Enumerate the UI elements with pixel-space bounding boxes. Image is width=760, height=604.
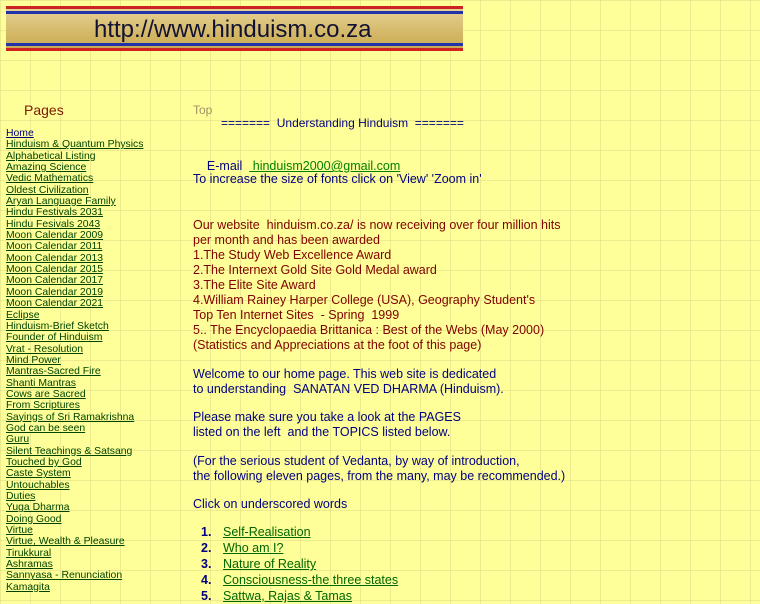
sidebar-link[interactable]: Mind Power — [6, 354, 61, 366]
sidebar-link[interactable]: Virtue — [6, 525, 33, 537]
sidebar-nav — [6, 128, 186, 593]
sidebar-link[interactable]: Oldest Civilization — [6, 184, 89, 196]
sidebar-link[interactable]: Amazing Science — [6, 162, 87, 174]
topic-number: 1. — [201, 525, 212, 539]
sidebar-link[interactable]: From Scriptures — [6, 400, 80, 412]
sidebar-link[interactable]: Touched by God — [6, 456, 82, 468]
sidebar-link[interactable]: Doing Good — [6, 513, 62, 525]
sidebar-link[interactable]: Hindu Festivals 2031 — [6, 207, 104, 219]
sidebar-link[interactable]: Moon Calendar 2013 — [6, 252, 104, 264]
email-link[interactable]: hinduism2000@gmail.com — [249, 159, 401, 173]
sidebar-link[interactable]: Virtue, Wealth & Pleasure — [6, 536, 125, 548]
topic-number: 2. — [201, 541, 212, 555]
topic-link[interactable]: Who am I? — [223, 541, 284, 555]
banner-stripe — [6, 6, 463, 9]
sidebar-link[interactable]: Silent Teachings & Satsang — [6, 445, 133, 457]
sidebar-link[interactable]: Home — [6, 128, 34, 139]
topic-item — [201, 572, 398, 588]
page-title: ======= Understanding Hinduism ======= — [221, 116, 464, 130]
sidebar-link[interactable]: Hinduism & Quantum Physics — [6, 139, 144, 151]
email-label: E-mail — [206, 159, 250, 173]
topic-item — [201, 524, 398, 540]
top-anchor-label: Top — [193, 103, 213, 117]
pages-heading: Pages — [24, 102, 64, 118]
topic-link[interactable]: Sattwa, Rajas & Tamas — [223, 589, 352, 603]
awards-text: Our website hinduism.co.za/ is now receiving over four million hits per month and has been awarded 1.The Study Web Excellence Award 2.The Internext Gold Site Gold Medal award 3.The Elite Site Award 4.William Rainey Harper College (USA), Geography Student's Top Ten Internet Sites - Spring 1999 5.. The Encyclopaedia Brittanica : Best of the Webs (May 2000) (Statistics and Appreciations at the foot of this page) — [193, 218, 561, 352]
topic-item — [201, 540, 398, 556]
topics-list — [201, 524, 398, 604]
sidebar-link[interactable]: Aryan Language Family — [6, 196, 116, 208]
click-instruction: Click on underscored words — [193, 497, 348, 511]
topic-number: 5. — [201, 589, 212, 603]
sidebar-link[interactable]: Duties — [6, 491, 36, 502]
welcome-text: Welcome to our home page. This web site is dedicated to understanding SANATAN VED DHARMA (Hinduism). — [193, 367, 504, 396]
topic-link[interactable]: Self-Realisation — [223, 525, 311, 539]
sidebar-link[interactable]: Hindu Fesivals 2043 — [6, 218, 101, 230]
pages-notice: Please make sure you take a look at the PAGES listed on the left and the TOPICS listed below. — [193, 410, 461, 439]
topic-link[interactable]: Consciousness-the three states — [223, 573, 399, 587]
sidebar-link[interactable]: Yuga Dharma — [6, 502, 70, 514]
topic-number: 3. — [201, 557, 212, 571]
sidebar-link[interactable]: Moon Calendar 2009 — [6, 230, 104, 242]
sidebar-link[interactable]: Moon Calendar 2011 — [6, 241, 103, 253]
sidebar-link[interactable]: Moon Calendar 2019 — [6, 286, 104, 298]
sidebar-link[interactable]: Shanti Mantras — [6, 377, 76, 389]
topic-link[interactable]: Nature of Reality — [223, 557, 317, 571]
sidebar-link[interactable]: Mantras-Sacred Fire — [6, 366, 101, 378]
sidebar-link[interactable]: Alphabetical Listing — [6, 150, 96, 162]
topic-item — [201, 556, 398, 572]
zoom-instruction: To increase the size of fonts click on 'View' 'Zoom in' — [193, 172, 482, 186]
site-banner — [6, 6, 463, 51]
sidebar-link[interactable]: Hinduism-Brief Sketch — [6, 320, 109, 332]
sidebar-link[interactable]: Moon Calendar 2017 — [6, 275, 104, 287]
sidebar-link[interactable]: Moon Calendar 2021 — [6, 298, 104, 310]
sidebar-link[interactable]: Kamagita — [6, 581, 50, 593]
banner-stripe — [6, 11, 463, 14]
sidebar-link[interactable]: God can be seen — [6, 422, 86, 434]
sidebar-link[interactable]: Moon Calendar 2015 — [6, 264, 104, 276]
site-url-title: http://www.hinduism.co.za — [94, 16, 372, 43]
sidebar-link[interactable]: Tirukkural — [6, 547, 52, 559]
sidebar-link[interactable]: Vrat - Resolution — [6, 343, 84, 355]
sidebar-link[interactable]: Sayings of Sri Ramakrishna — [6, 411, 135, 423]
sidebar-link[interactable]: Vedic Mathematics — [6, 173, 94, 185]
topic-number: 4. — [201, 573, 212, 587]
banner-stripe — [6, 48, 463, 51]
sidebar-link[interactable]: Sannyasa - Renunciation — [6, 570, 123, 582]
topic-item — [201, 588, 398, 604]
vedanta-intro: (For the serious student of Vedanta, by way of introduction, the following eleven pages, from the many, may be recommended.) — [193, 454, 566, 483]
sidebar-link[interactable]: Caste System — [6, 468, 71, 480]
sidebar-link[interactable]: Untouchables — [6, 479, 70, 491]
sidebar-link[interactable]: Founder of Hinduism — [6, 332, 103, 344]
sidebar-link[interactable]: Eclipse — [6, 309, 40, 321]
sidebar-link[interactable]: Cows are Sacred — [6, 388, 86, 400]
sidebar-link[interactable]: Guru — [6, 434, 30, 446]
sidebar-link[interactable]: Ashramas — [6, 559, 53, 571]
